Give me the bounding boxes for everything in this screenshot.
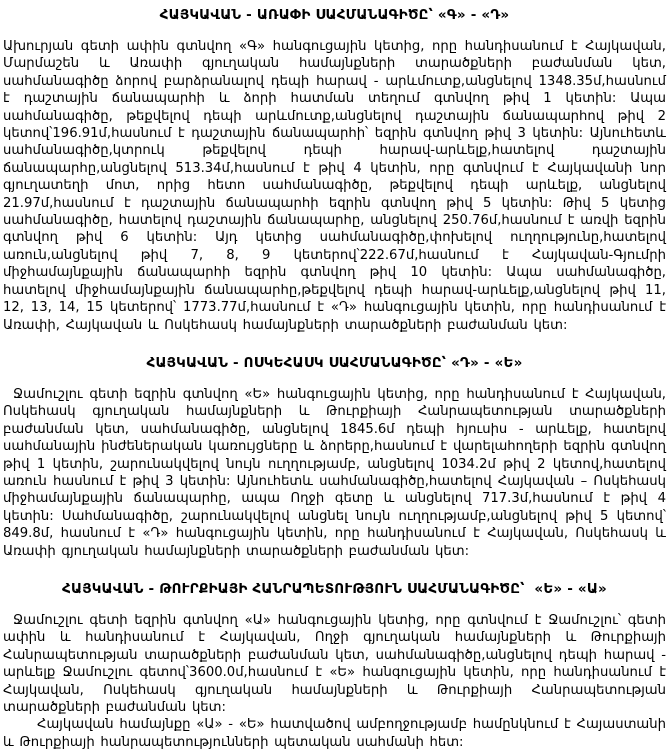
paragraph: Ախուրյան գետի ափին գտնվող «Գ» հանգուցային կետից, որը հանդիսանում է Հայկավան, Մարմաշեն և Առափի գյուղական համայնքների տարածքների բաժանման կետ, սահմանագիծը ձորով բարձրանալով դեպի հարավ - արևմուտք,անցնելով 1348.35մ,հասնում է դաշտային ճանապարհի և ձորի հատման տեղում գտնվող թիվ 1 կետին: Ապա սահմանագիծը, թեքվելով դեպի արևմուտք,անցնելով դաշտային ճանապարհով թիվ 2 կետով՝196.91մ,հասնում է դաշտային ճանապարհի՝ եզրին գտնվող թիվ 3 կետին: Այնուհետև սահմանագիծը,կտրուկ թեքվելով դեպի հարավ-արևելք,հատելով դաշտային ճանապարհը,անցնելով 513.34մ,հասնում է թիվ 4 կետին, որը գտնվում է Հայկավանի նոր գյուղատեղի մոտ, որից հետո սահմանագիծը, թեքվելով դեպի արևելք, անցնելով 21.97մ,հասնում է դաշտային ճանապարհի եզրին գտնվող թիվ 5 կետին: Թիվ 5 կետից սահմանագիծը, հատելով դաշտային ճանապարհը, անցնելով 250.76մ,հասնում է առվի եզրին գտնվող թիվ 6 կետին: Այդ կետից սահմանագիծը,փոխելով ուղղությունը,հատելով առուն,անցնելով թիվ 7, 8, 9 կետերով՝222.67մ,հասնում է Հայկավան-Գյումրի միջհամայնքային ճանապարհի եզրին գտնվող թիվ 10 կետին: Ապա սահմանագիծը, հատելով միջհամայնքային ճանապարհը,թեքվելով դեպի հարավ-արևելք,անցնելով թիվ 11, 12, 13, 14, 15 կետերով՝ 1773.77մ,հասնում է «Դ» հանգուցային կետին, որը հանդիսանում է Առափի, Հայկավան և Ոսկեհասկ համայնքների տարածքների բաժանման կետ:: [3, 39, 666, 333]
section-heading: ՀԱՅԿԱՎԱՆ - ՈՍԿԵՀԱՍԿ ՍԱՀՄԱՆԱԳԻԾԸ՝ «Դ» - «Ե»: [146, 354, 523, 371]
paragraph: Ջամուշլու գետի եզրին գտնվող «Ա» հանգուցային կետից, որը գտնվում է Ջամուշլու՝ գետի ափին և հանդիսանում է Հայկավան, Ողջի գյուղական համայնքների և Թուրքիայի Հանրապետության տարածքների բաժանման կետ, սահմանագիծը,անցնելով դեպի հարավ - արևելք Ջամուշլու գետով՝3600.0մ,հասնում է «Ե» հանգուցային կետին, որը հանդիսանում է Հայկավան, Ոսկեհասկ գյուղական համայնքների և Թուրքիայի Հանրապետության տարածքների բաժանման կետ:: [3, 612, 666, 715]
section-heading: ՀԱՅԿԱՎԱՆ - ԹՈՒՐՔԻԱՅԻ ՀԱՆՐԱՊԵՏՈՒԹՅՈՒՆ ՍԱՀՄԱՆԱԳԻԾԸ՝ «Ե» - «Ա»: [62, 580, 607, 597]
section-haykavan-voskehask: [3, 355, 666, 560]
section-heading: ՀԱՅԿԱՎԱՆ - ԱՌԱՓԻ ՍԱՀՄԱՆԱԳԻԾԸ՝ «Գ» - «Դ»: [159, 7, 510, 23]
section-haykavan-arapi: [3, 7, 666, 334]
paragraph: Հայկավան համայնքը «Ա» - «Ե» հատվածով ամբողջությամբ համընկնում է Հայաստանի և Թուրքիայի հանրապետությունների պետական սահմանի հետ:: [3, 717, 666, 750]
section-haykavan-turkey: [3, 581, 666, 751]
paragraph: Ջամուշլու գետի եզրին գտնվող «Ե» հանգուցային կետից, որը հանդիսանում է Հայկավան, Ոսկեհասկ գյուղական համայնքների և Թուրքիայի Հանրապետության տարածքների բաժանման կետ, սահմանագիծը, անցնելով 1845.6մ դեպի հյուսիս - արևելք, հատելով սահմանային ինժեներական կառույցները և ձորերը,հասնում է վարելահողերի եզրին գտնվող թիվ 1 կետին, շարունակվելով նույն ուղղությամբ, անցնելով 1034.2մ թիվ 2 կետով,հատելով առուն հասնում է թիվ 3 կետին: Այնուհետև սահմանագիծը,հատելով Հայկավան – Ոսկեհասկ միջհամայնքային ճանապարհը, ապա Ողջի գետը և անցնելով 717.3մ,հասնում է թիվ 4 կետին: Սահմանագիծը, շարունակվելով անցնել նույն ուղղությամբ,անցնելով թիվ 5 կետով՝ 849.8մ, հասնում է «Դ» հանգուցային կետին, որը հանդիսանում է Հայկավան, Ոսկեհասկ և Առափի գյուղական համայնքների տարածքների բաժանման կետ:: [3, 386, 666, 559]
